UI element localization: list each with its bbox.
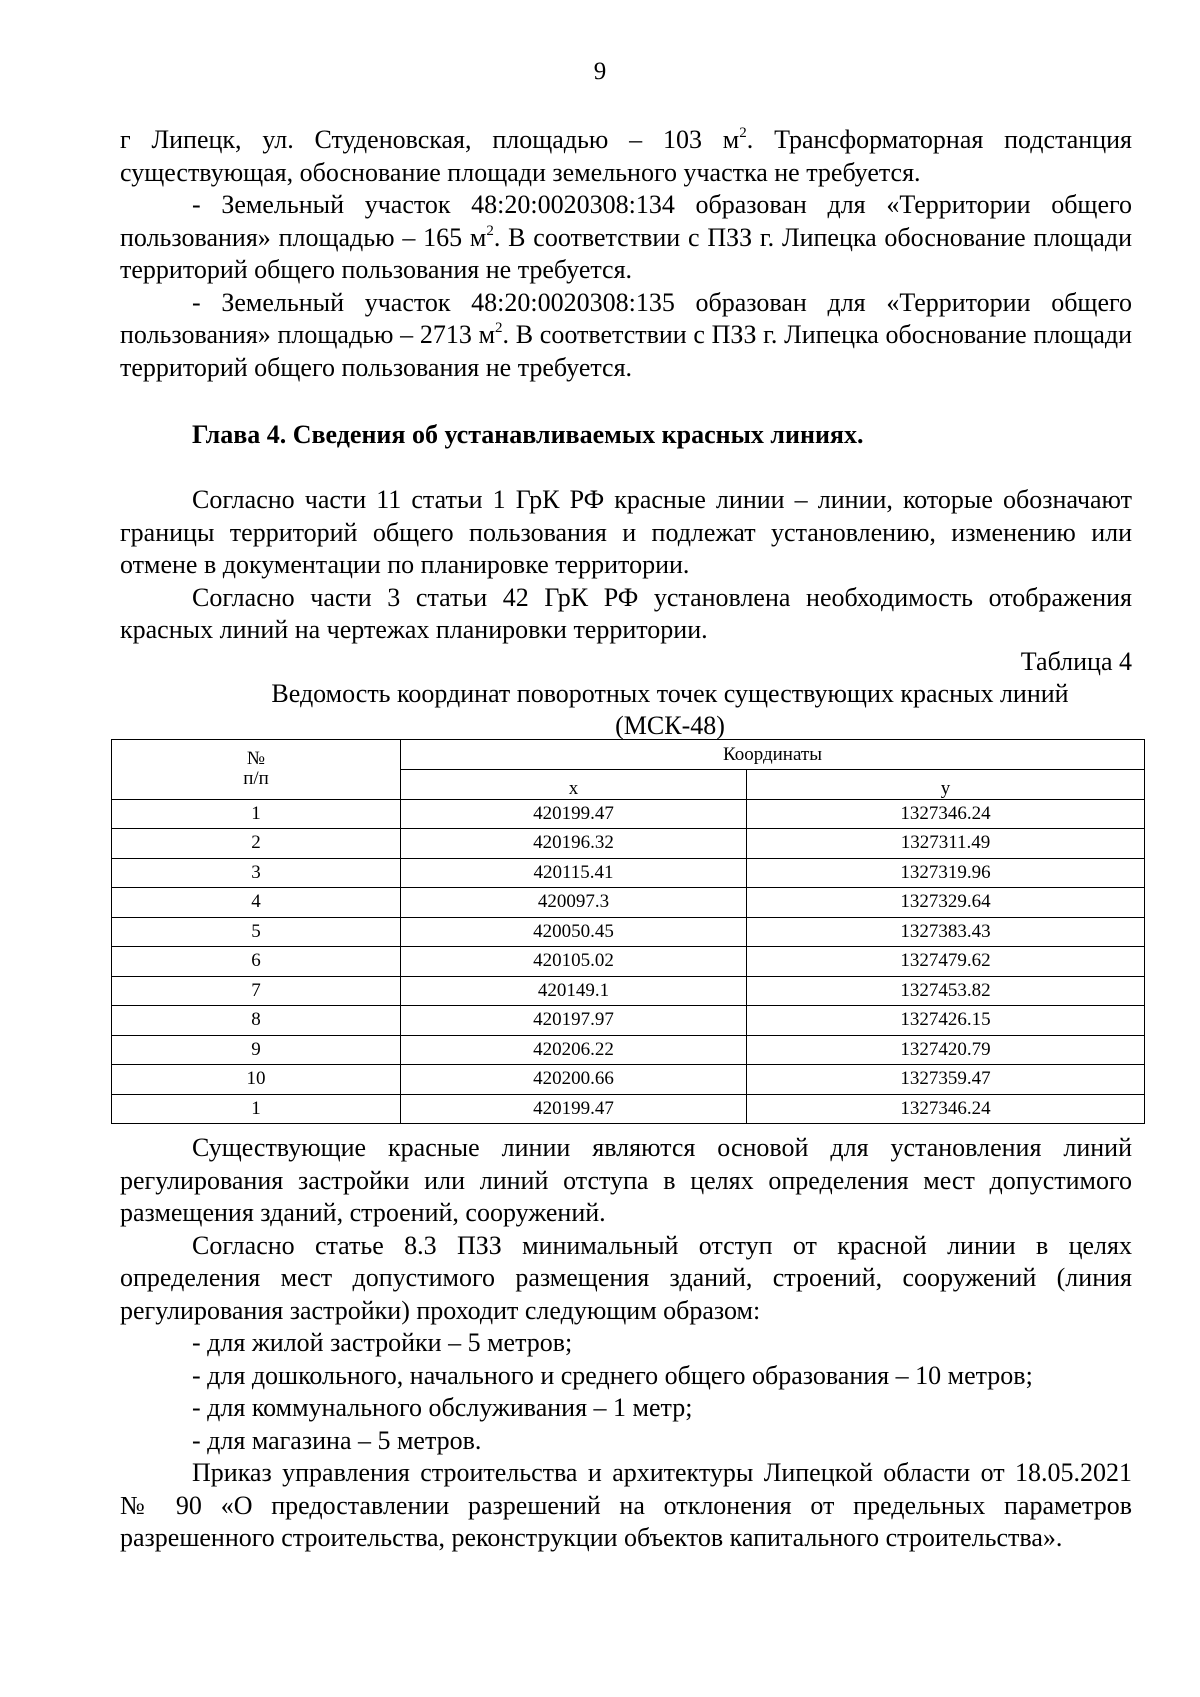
chapter-paragraph-1: Согласно части 11 статьи 1 ГрК РФ красные линии – линии, которые обозначают границы территорий общего пользования и подлежат установлению, изменению или отмене в документации по планировке территории.: [120, 485, 1132, 579]
cell-x: 420097.3: [401, 888, 747, 918]
cell-y: 1327311.49: [747, 829, 1145, 859]
coordinates-table: [111, 739, 1145, 1124]
cell-x: 420149.1: [401, 976, 747, 1006]
intro-paragraph-1: [120, 124, 1132, 189]
table-row: [112, 799, 1145, 829]
cell-number: 4: [112, 888, 401, 918]
closing-paragraph-2: Согласно статье 8.3 ПЗЗ минимальный отступ от красной линии в целях определения мест допустимого размещения зданий, строений, сооружений (линия регулирования застройки) проходит следующим образом:: [120, 1230, 1132, 1325]
cell-number: 9: [112, 1035, 401, 1065]
chapter-heading: Глава 4. Сведения об устанавливаемых красных линиях.: [192, 420, 864, 449]
cell-x: 420196.32: [401, 829, 747, 859]
intro-paragraph-3-tail: . В соответствии с ПЗЗ г. Липецка обоснование площади территорий общего пользования не требуется.: [120, 320, 1132, 382]
list-item: - для жилой застройки – 5 метров;: [192, 1328, 573, 1357]
cell-number: 10: [112, 1065, 401, 1095]
table-title-line-1: Ведомость координат поворотных точек существующих красных линий: [271, 679, 1069, 708]
cell-x: 420206.22: [401, 1035, 747, 1065]
cell-x: 420197.97: [401, 1006, 747, 1036]
table-row: [112, 1006, 1145, 1036]
table-row: [112, 1094, 1145, 1124]
cell-y: 1327329.64: [747, 888, 1145, 918]
closing-paragraph-3: Приказ управления строительства и архитектуры Липецкой области от 18.05.2021 № 90 «О предоставлении разрешений на отклонения от предельных параметров разрешенного строительства, реконструкции объектов капитального строительства».: [120, 1458, 1132, 1552]
table-row: [112, 858, 1145, 888]
intro-section: [120, 124, 1132, 384]
cell-y: 1327359.47: [747, 1065, 1145, 1095]
cell-y: 1327383.43: [747, 917, 1145, 947]
table-row: [112, 829, 1145, 859]
cell-y: 1327346.24: [747, 799, 1145, 829]
cell-number: 6: [112, 947, 401, 977]
cell-number: 2: [112, 829, 401, 859]
intro-paragraph-3: [120, 287, 1132, 385]
cell-x: 420199.47: [401, 1094, 747, 1124]
header-y: y: [747, 770, 1145, 800]
table-title: [120, 678, 1200, 742]
table-row: [112, 947, 1145, 977]
intro-paragraph-2: [120, 189, 1132, 287]
intro-paragraph-2-text: - Земельный участок 48:20:0020308:134 образован для «Территории общего пользования» площадью – 165 м: [120, 190, 1132, 252]
cell-y: 1327479.62: [747, 947, 1145, 977]
table-row: [112, 888, 1145, 918]
table-label: Таблица 4: [1020, 647, 1132, 676]
page-number: 9: [593, 58, 607, 85]
superscript-2: 2: [495, 320, 503, 336]
cell-y: 1327420.79: [747, 1035, 1145, 1065]
table-row: [112, 917, 1145, 947]
table-title-line-2: (МСК-48): [615, 711, 725, 740]
header-coordinates: Координаты: [401, 740, 1145, 770]
chapter-section: [120, 484, 1132, 647]
cell-number: 1: [112, 799, 401, 829]
cell-y: 1327319.96: [747, 858, 1145, 888]
cell-y: 1327346.24: [747, 1094, 1145, 1124]
cell-x: 420200.66: [401, 1065, 747, 1095]
cell-number: 5: [112, 917, 401, 947]
header-number: [112, 740, 401, 800]
list-item: - для дошкольного, начального и среднего общего образования – 10 метров;: [192, 1360, 1033, 1390]
cell-x: 420199.47: [401, 799, 747, 829]
cell-x: 420105.02: [401, 947, 747, 977]
chapter-paragraph-2: Согласно части 3 статьи 42 ГрК РФ установлена необходимость отображения красных линий на чертежах планировки территории.: [120, 582, 1132, 644]
cell-x: 420050.45: [401, 917, 747, 947]
intro-paragraph-1-text: г Липецк, ул. Студеновская, площадью – 103 м: [120, 125, 740, 154]
list-item: - для коммунального обслуживания – 1 метр;: [192, 1393, 693, 1422]
closing-section: [120, 1132, 1132, 1555]
coordinates-table-body: [112, 799, 1145, 1124]
header-number-line-2: п/п: [243, 768, 269, 790]
cell-number: 7: [112, 976, 401, 1006]
header-x: x: [401, 770, 747, 800]
intro-paragraph-3-text: - Земельный участок 48:20:0020308:135 образован для «Территории общего пользования» площадью – 2713 м: [120, 287, 1132, 349]
closing-paragraph-1: Существующие красные линии являются основой для установления линий регулирования застройки или линий отступа в целях определения мест допустимого размещения зданий, строений, сооружений.: [120, 1133, 1132, 1227]
table-row: [112, 1065, 1145, 1095]
superscript-2: 2: [739, 125, 747, 141]
cell-number: 3: [112, 858, 401, 888]
intro-paragraph-2-tail: . В соответствии с ПЗЗ г. Липецка обоснование площади территорий общего пользования не требуется.: [120, 222, 1132, 284]
intro-paragraph-1-tail: . Трансформаторная подстанция существующая, обоснование площади земельного участка не требуется.: [120, 125, 1132, 187]
cell-number: 1: [112, 1094, 401, 1124]
table-row: [112, 976, 1145, 1006]
table-row: [112, 1035, 1145, 1065]
cell-y: 1327453.82: [747, 976, 1145, 1006]
list-item: - для магазина – 5 метров.: [192, 1425, 482, 1455]
cell-number: 8: [112, 1006, 401, 1036]
cell-x: 420115.41: [401, 858, 747, 888]
superscript-2: 2: [486, 222, 494, 239]
header-number-line-1: №: [246, 748, 266, 770]
cell-y: 1327426.15: [747, 1006, 1145, 1036]
